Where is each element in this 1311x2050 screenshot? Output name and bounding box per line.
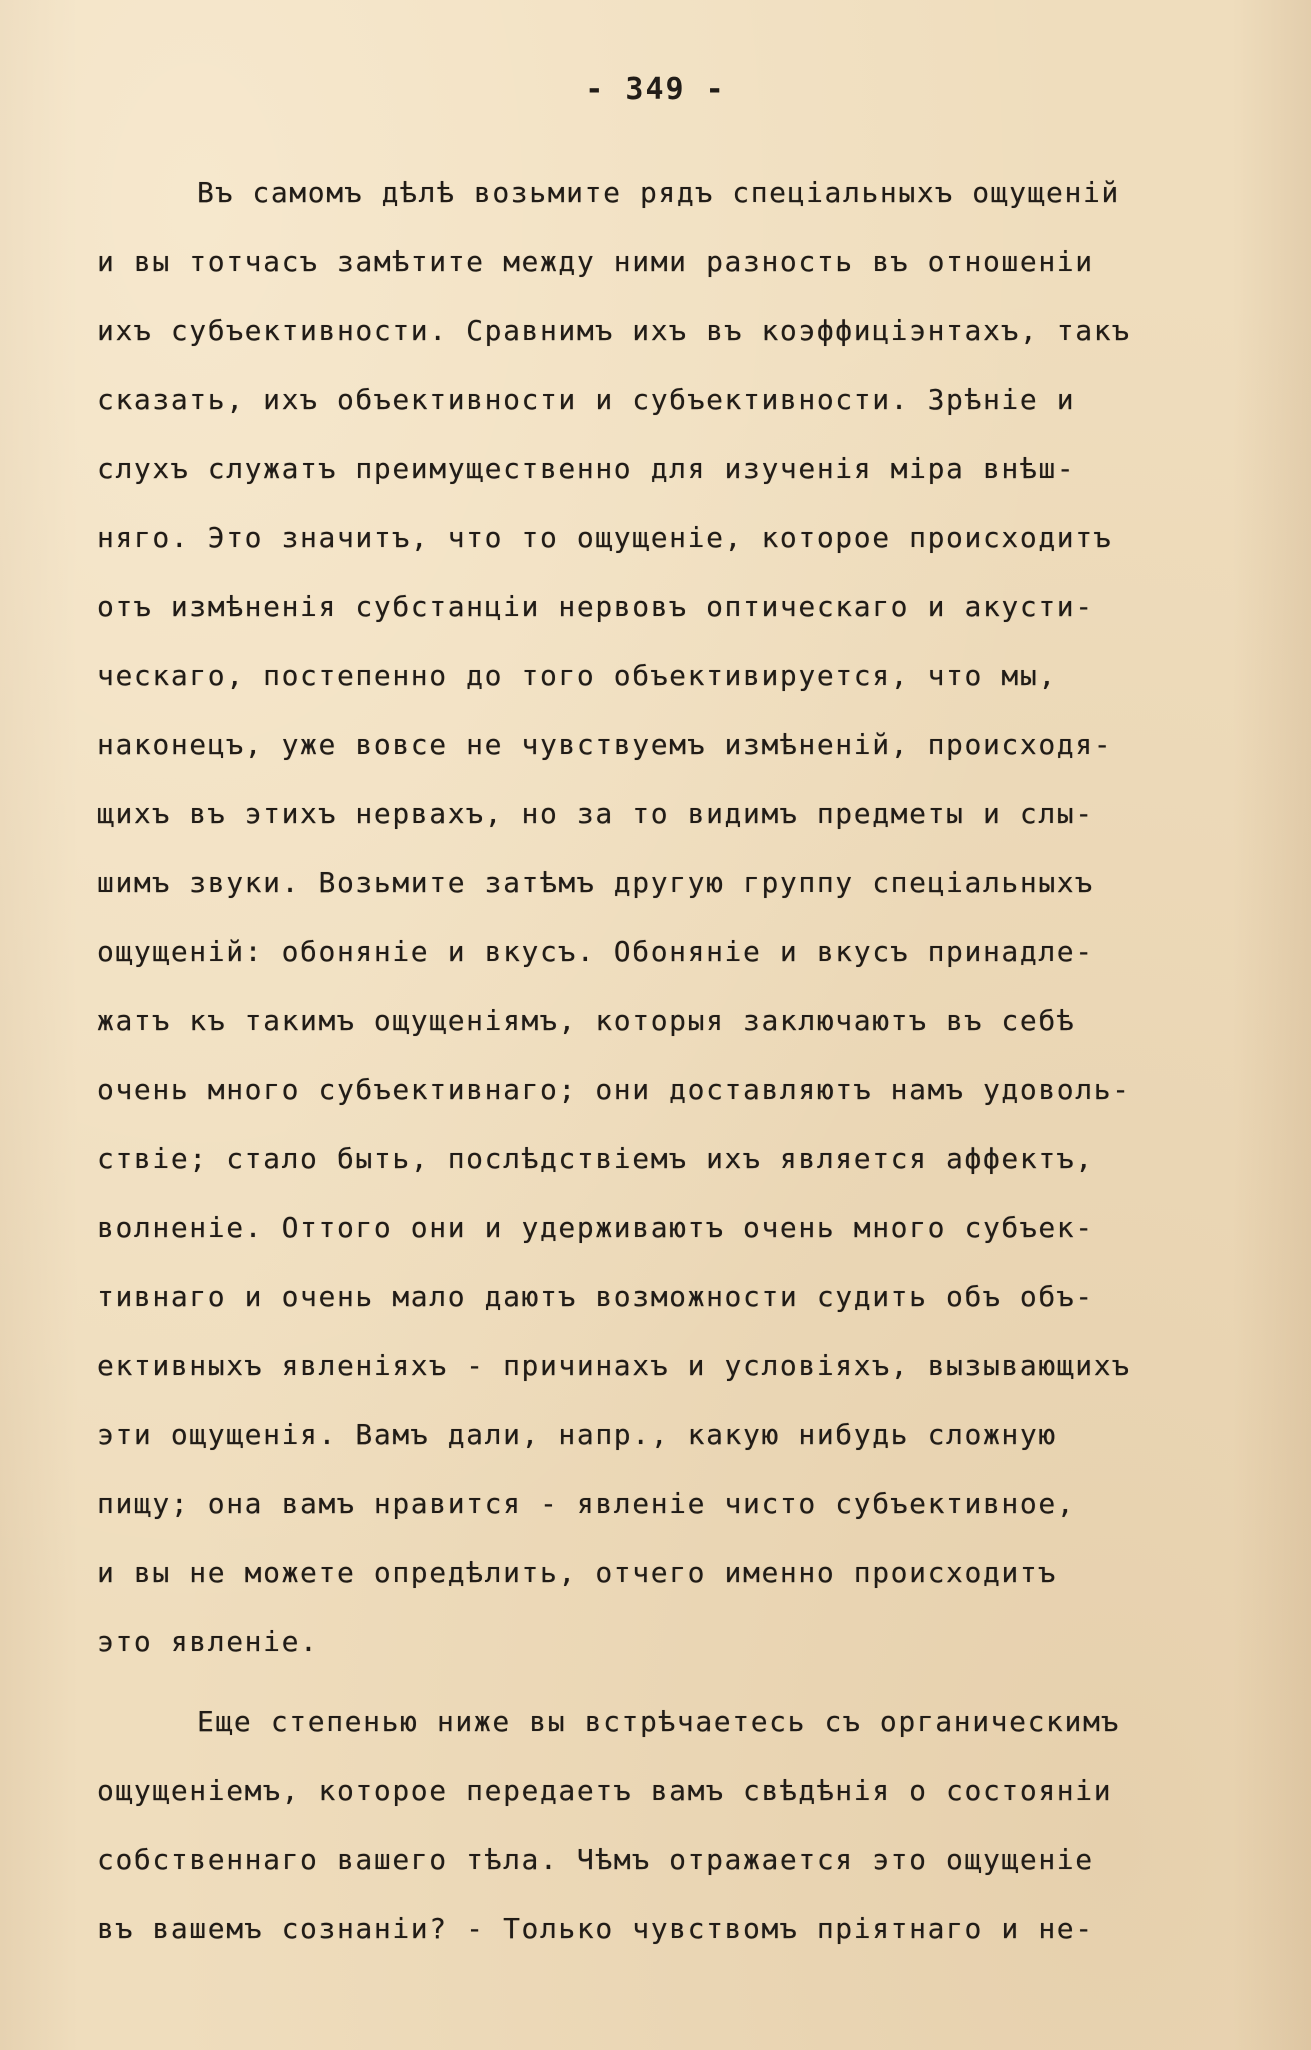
text-line: Еще степенью ниже вы встрѣчаетесь съ органическимъ bbox=[197, 1705, 1120, 1738]
text-line: это явленіе. bbox=[97, 1625, 319, 1658]
text-line: ощущеній: обоняніе и вкусъ. Обоняніе и вкусъ принадле- bbox=[97, 935, 1094, 968]
text-line: очень много субъективнаго; они доставляютъ намъ удоволь- bbox=[97, 1073, 1131, 1106]
text-line: ощущеніемъ, которое передаетъ вамъ свѣдѣнія о состояніи bbox=[97, 1774, 1113, 1807]
text-line: слухъ служатъ преимущественно для изученія міра внѣш- bbox=[97, 452, 1076, 485]
text-line: въ вашемъ сознаніи? - Только чувствомъ пріятнаго и не- bbox=[97, 1912, 1094, 1945]
text-line: отъ измѣненія субстанціи нервовъ оптическаго и акусти- bbox=[97, 590, 1094, 623]
text-line: ствіе; стало быть, послѣдствіемъ ихъ является аффектъ, bbox=[97, 1142, 1094, 1175]
text-line: эти ощущенія. Вамъ дали, напр., какую нибудь сложную bbox=[97, 1418, 1057, 1451]
page-number: - 349 - bbox=[585, 72, 726, 107]
text-line: Въ самомъ дѣлѣ возьмите рядъ спеціальныхъ ощущеній bbox=[197, 176, 1120, 209]
text-line: щихъ въ этихъ нервахъ, но за то видимъ предметы и слы- bbox=[97, 797, 1094, 830]
text-line: ихъ субъективности. Сравнимъ ихъ въ коэффиціэнтахъ, такъ bbox=[97, 314, 1131, 347]
text-line: тивнаго и очень мало даютъ возможности судить объ объ- bbox=[97, 1280, 1094, 1313]
text-line: ективныхъ явленіяхъ - причинахъ и условіяхъ, вызывающихъ bbox=[97, 1349, 1131, 1382]
text-line: няго. Это значитъ, что то ощущеніе, которое происходитъ bbox=[97, 521, 1113, 554]
text-line: собственнаго вашего тѣла. Чѣмъ отражается это ощущеніе bbox=[97, 1843, 1094, 1876]
text-line: жатъ къ такимъ ощущеніямъ, которыя заключаютъ въ себѣ bbox=[97, 1004, 1076, 1037]
text-line: и вы тотчасъ замѣтите между ними разность въ отношеніи bbox=[97, 245, 1094, 278]
text-line: ческаго, постепенно до того объективируется, что мы, bbox=[97, 659, 1057, 692]
text-line: шимъ звуки. Возьмите затѣмъ другую группу спеціальныхъ bbox=[97, 866, 1094, 899]
text-line: сказать, ихъ объективности и субъективности. Зрѣніе и bbox=[97, 383, 1076, 416]
text-line: наконецъ, уже вовсе не чувствуемъ измѣненій, происходя- bbox=[97, 728, 1113, 761]
text-line: пищу; она вамъ нравится - явленіе чисто субъективное, bbox=[97, 1487, 1076, 1520]
text-line: и вы не можете опредѣлить, отчего именно происходитъ bbox=[97, 1556, 1057, 1589]
text-line: волненіе. Оттого они и удерживаютъ очень много субъек- bbox=[97, 1211, 1094, 1244]
